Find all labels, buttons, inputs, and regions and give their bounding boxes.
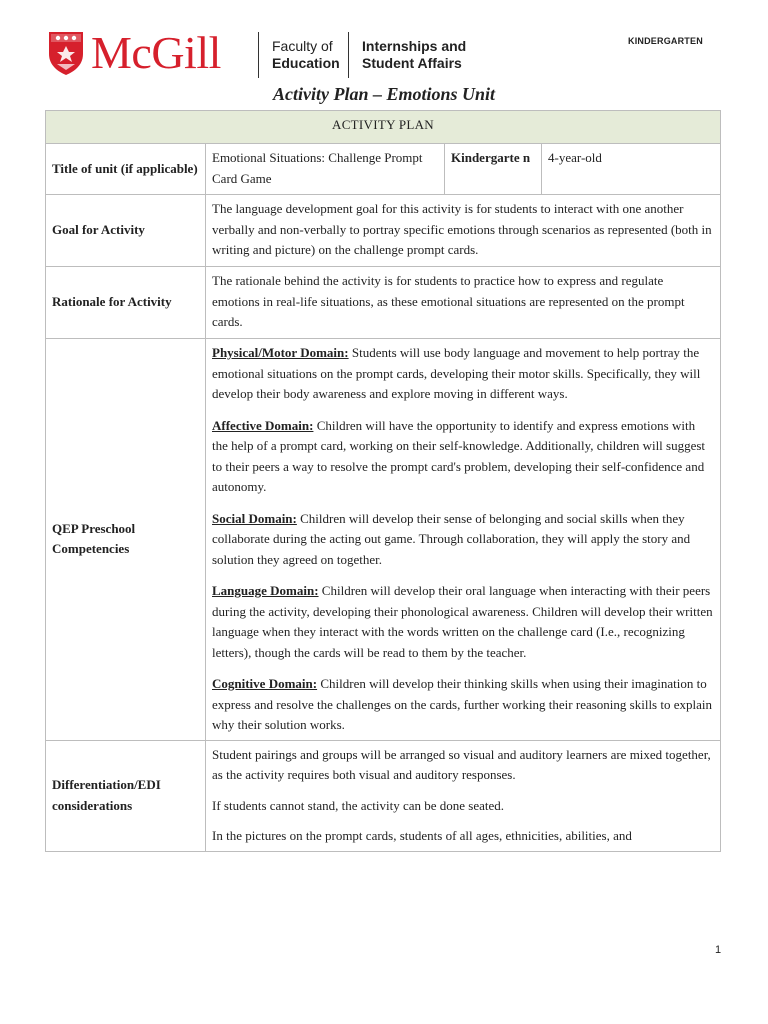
unit-line-1: Internships and [362,38,467,54]
age-value: 4-year-old [542,144,721,195]
grade-label: Kindergarte n [445,144,542,195]
domain-affective [212,416,714,498]
domain-text: Students will use body language and movement to help portray the emotional situations on the prompt cards, developing their motor skills. Specifically, they will develop their body awareness and explore moving in different ways. [212,345,701,401]
page-number: 1 [715,944,722,956]
title-label: Title of unit (if applicable) [46,144,206,195]
faculty-line-1: Faculty of [272,38,333,54]
domain-social [212,509,714,571]
qep-domains [206,339,721,741]
table-row [46,195,721,267]
domain-heading: Physical/Motor Domain: [212,345,349,360]
differentiation-text [206,740,721,851]
domain-heading: Social Domain: [212,510,297,526]
table-row [46,339,721,741]
domain-text: Children will develop their oral language when interacting with their peers during the activity, developing their phonological awareness. Children will develop their written language when they interact with the words written on the challenge card (I.e., recognizing letters), though the cards will be read to them by the teacher. [212,583,713,660]
domain-heading: Cognitive Domain: [212,676,318,691]
domain-text: Children will develop their sense of belonging and social skills when they collaborate during the acting out game. Through collaboration, they will apply the story and solution they agreed on together. [212,510,691,567]
table-heading-row [46,111,721,144]
domain-heading: Affective Domain: [212,417,314,433]
mcgill-crest-icon [47,30,85,76]
table-row [46,144,721,195]
domain-cognitive [212,674,714,736]
domain-language [212,581,714,663]
table-row [46,267,721,339]
domain-text: Children will develop their thinking skills when using their imagination to express and resolve the challenges on the cards, further working their reasoning skills to explain why their solution works. [212,676,712,732]
unit-line-2: Student Affairs [362,55,462,71]
unit-name [362,38,466,72]
activity-plan-table [45,110,721,852]
brand-name: McGill [91,27,221,78]
differentiation-label: Differentiation/EDI considerations [46,740,206,851]
page-header [0,0,768,90]
qep-label: QEP Preschool Competencies [46,339,206,741]
faculty-line-2: Education [272,55,340,71]
paragraph: If students cannot stand, the activity can be done seated. [212,797,505,813]
header-divider [258,32,259,78]
domain-heading: Language Domain: [212,583,319,598]
table-heading-text: ACTIVITY PLAN [332,117,434,132]
table-heading [46,111,721,144]
paragraph: Student pairings and groups will be arranged so visual and auditory learners are mixed together, as the activity requires both visual and auditory responses. [212,746,711,782]
table-row [46,740,721,851]
paragraph: In the pictures on the prompt cards, students of all ages, ethnicities, abilities, and [212,828,632,843]
document-title: Activity Plan – Emotions Unit [272,84,496,104]
domain-physical [212,343,714,405]
goal-label: Goal for Activity [46,195,206,267]
rationale-label: Rationale for Activity [46,267,206,339]
goal-text: The language development goal for this activity is for students to interact with one another verbally and non-verbally to portray specific emotions through scenarios as represented (both in writing and picture) on the challenge prompt cards. [206,195,721,267]
header-divider [348,32,349,78]
rationale-text: The rationale behind the activity is for students to practice how to express and regulate emotions in real-life situations, as these emotional situations are represented on the prompt cards. [206,267,721,339]
faculty-name [272,38,340,72]
grade-level: KINDERGARTEN [628,36,703,46]
mcgill-logo [47,27,221,78]
domain-text: Children will have the opportunity to identify and express emotions with the help of a prompt card, working on their self-knowledge. Additionally, children will suggest to their peers a way to resolve the prompt card's problem, developing their self-confidence and autonomy. [212,417,706,494]
title-value: Emotional Situations: Challenge Prompt Card Game [206,144,445,195]
